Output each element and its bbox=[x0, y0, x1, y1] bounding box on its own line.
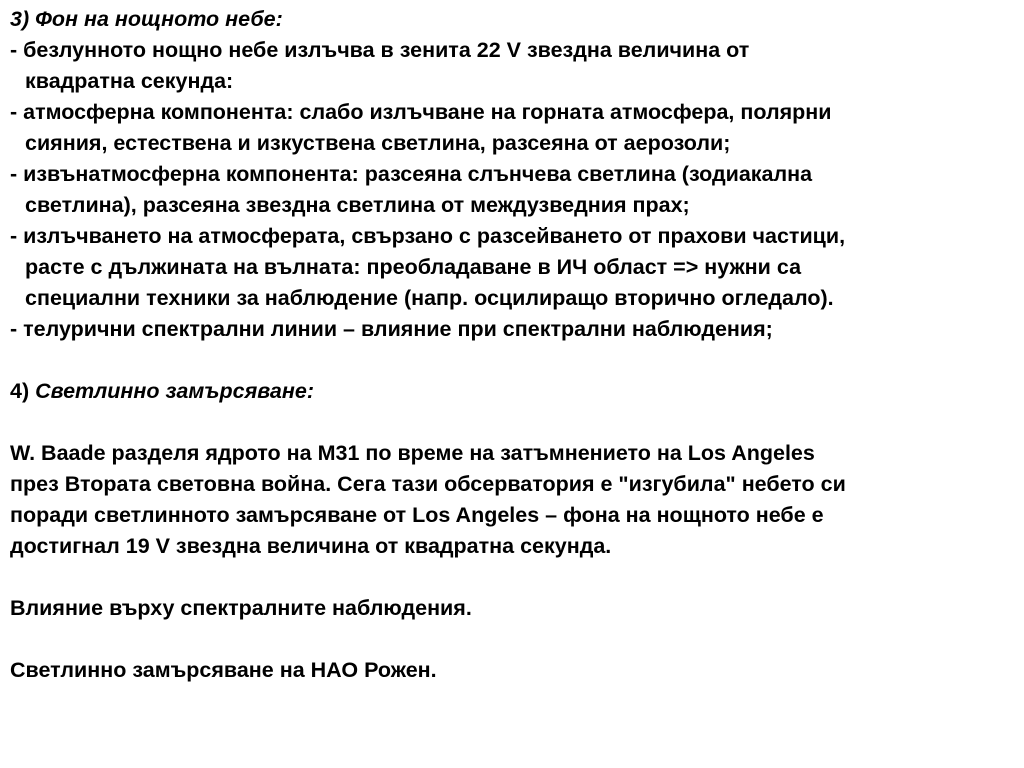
bullet-atmosphere-emission-cont-1: расте с дължината на вълната: преобладаване в ИЧ област => нужни са bbox=[25, 255, 802, 279]
rozhen-line: Светлинно замърсяване на НАО Рожен. bbox=[10, 658, 437, 682]
bullet-atmospheric-component-cont: сияния, естествена и изкуствена светлина, разсеяна от аерозоли; bbox=[25, 131, 731, 155]
bullet-atmospheric-component: - атмосферна компонента: слабо излъчване на горната атмосфера, полярни bbox=[10, 100, 832, 124]
bullet-atmosphere-emission-cont-2: специални техники за наблюдение (напр. осцилиращо вторично огледало). bbox=[25, 286, 834, 310]
paragraph-line: достигнал 19 V звездна величина от квадратна секунда. bbox=[10, 534, 612, 558]
section-3-heading: 3) Фон на нощното небе: bbox=[10, 7, 283, 31]
bullet-extra-atmospheric-component-cont: светлина), разсеяна звездна светлина от междузведния прах; bbox=[25, 193, 690, 217]
bullet-atmosphere-emission: - излъчването на атмосферата, свързано с разсейването от прахови частици, bbox=[10, 224, 846, 248]
bullet-moonless-sky: - безлунното нощно небе излъчва в зенита 22 V звездна величина от bbox=[10, 38, 750, 62]
spacer bbox=[10, 562, 1014, 593]
section-4-number: 4) bbox=[10, 379, 36, 403]
slide-content bbox=[10, 4, 1014, 686]
paragraph-line: през Втората световна война. Сега тази обсерватория е "изгубила" небето си bbox=[10, 472, 846, 496]
bullet-telluric-lines: - телурични спектрални линии – влияние при спектрални наблюдения; bbox=[10, 317, 773, 341]
bullet-moonless-sky-cont: квадратна секунда: bbox=[25, 69, 234, 93]
section-4-title: Светлинно замърсяване: bbox=[35, 379, 314, 403]
spacer bbox=[10, 624, 1014, 655]
section-4-heading bbox=[10, 376, 1014, 407]
spacer bbox=[10, 345, 1014, 376]
influence-line: Влияние върху спектралните наблюдения. bbox=[10, 596, 472, 620]
paragraph-line: W. Baade разделя ядрото на М31 по време на затъмнението на Los Angeles bbox=[10, 441, 815, 465]
spacer bbox=[10, 407, 1014, 438]
paragraph-line: поради светлинното замърсяване от Los Angeles – фона на нощното небе е bbox=[10, 503, 824, 527]
bullet-extra-atmospheric-component: - извънатмосферна компонента: разсеяна слънчева светлина (зодиакална bbox=[10, 162, 813, 186]
